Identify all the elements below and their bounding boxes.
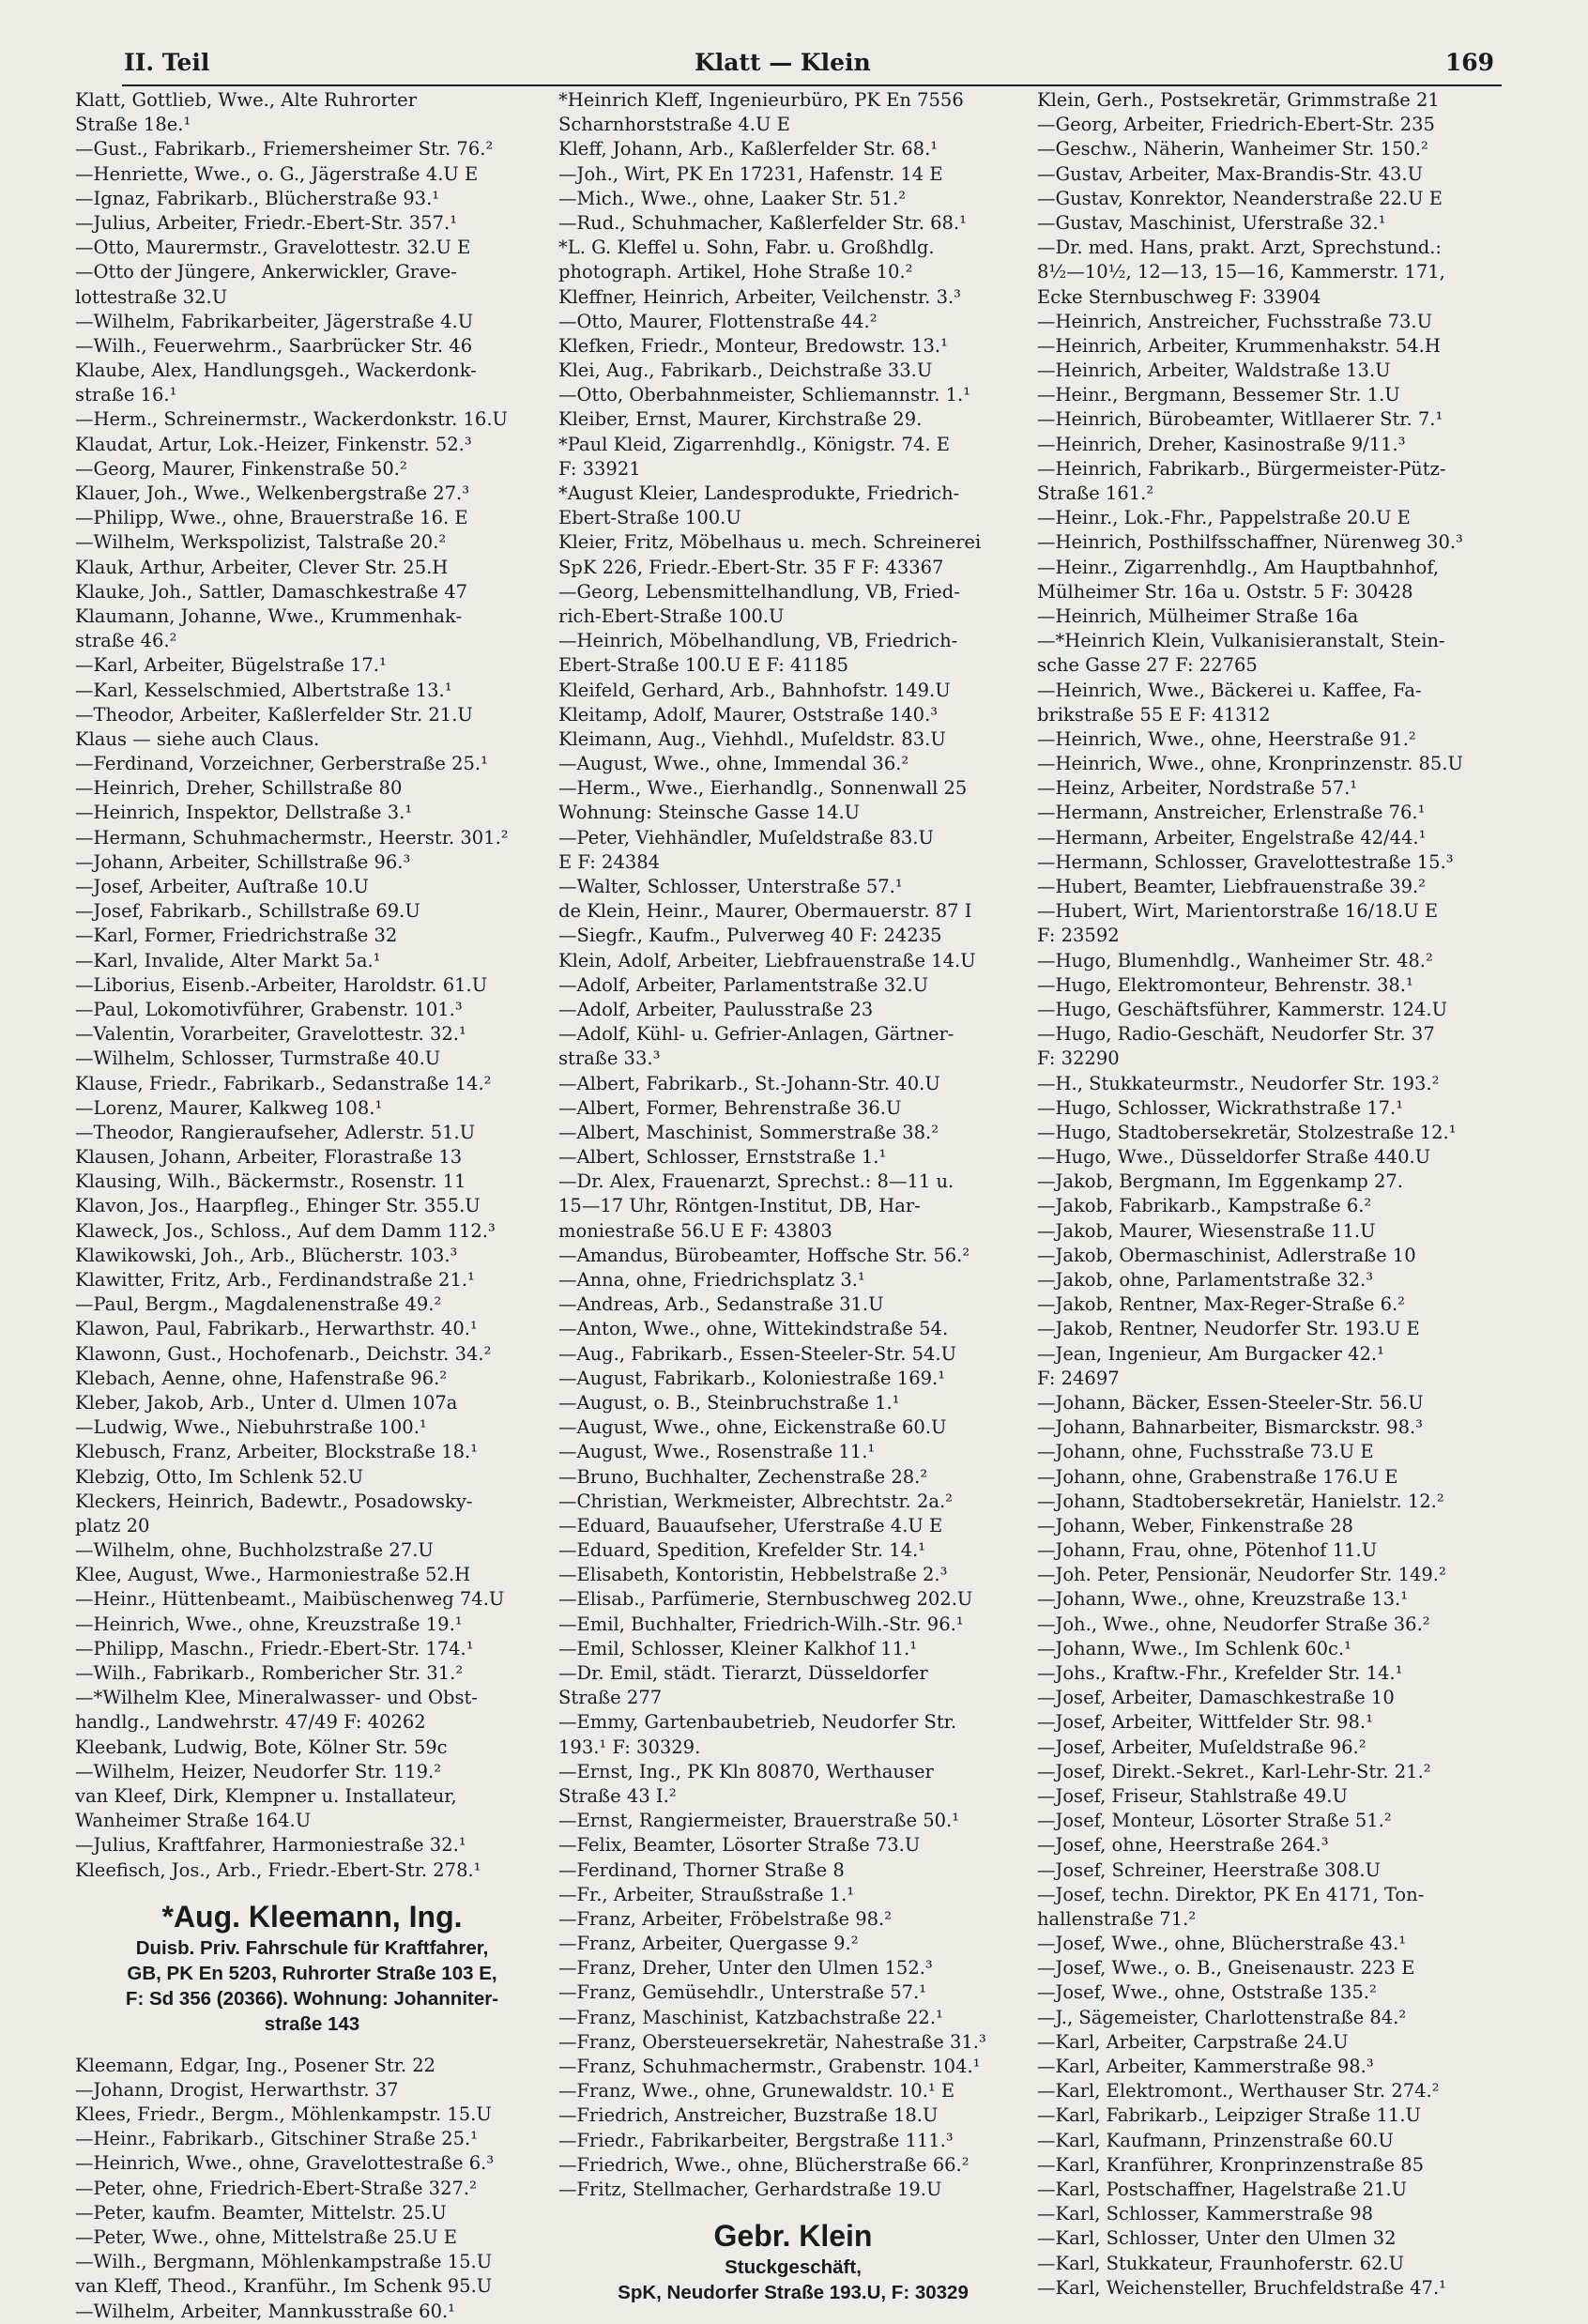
- ad-line: Stuckgeschäft,: [725, 2256, 862, 2279]
- directory-entry-line: —Heinrich, Mülheimer Straße 16a: [1037, 604, 1359, 627]
- directory-entry-line: —Aug., Fabrikarb., Essen-Steeler-Str. 54.U: [558, 1342, 957, 1365]
- directory-entry-line: —Wilh., Bergmann, Möhlenkampstraße 15.U: [75, 2251, 493, 2273]
- directory-entry-line: —Johann, Bahnarbeiter, Bismarckstr. 98.³: [1037, 1416, 1423, 1439]
- directory-entry-line: photograph. Artikel, Hohe Straße 10.²: [558, 261, 913, 283]
- directory-entry-line: —Gustav, Arbeiter, Max-Brandis-Str. 43.U: [1037, 162, 1424, 185]
- directory-entry-line: Klauk, Arthur, Arbeiter, Clever Str. 25.H: [75, 556, 449, 578]
- directory-entry-line: —Adolf, Arbeiter, Parlamentstraße 32.U: [558, 973, 929, 996]
- directory-entry-line: —Paul, Lokomotivführer, Grabenstr. 101.³: [75, 998, 463, 1020]
- directory-entry-line: —Heinr., Zigarrenhdlg., Am Hauptbahnhof,: [1037, 556, 1440, 578]
- directory-entry-line: —Johann, Wwe., Im Schlenk 60c.¹: [1037, 1637, 1351, 1659]
- directory-entry-line: —Johann, Wwe., ohne, Kreuzstraße 13.¹: [1037, 1588, 1409, 1611]
- directory-entry-line: —Walter, Schlosser, Unterstraße 57.¹: [558, 876, 903, 897]
- directory-entry-line: —Johann, Arbeiter, Schillstraße 96.³: [75, 850, 411, 873]
- directory-entry-line: —Johann, Frau, ohne, Pötenhof 11.U: [1037, 1539, 1378, 1562]
- directory-entry-line: F: 32290: [1037, 1047, 1120, 1070]
- directory-entry-line: —Heinrich, Anstreicher, Fuchsstraße 73.U: [1037, 310, 1433, 332]
- directory-entry-line: —Heinrich, Arbeiter, Waldstraße 13.U: [1037, 359, 1391, 382]
- directory-entry-line: —August, o. B., Steinbruchstraße 1.¹: [558, 1391, 900, 1414]
- directory-entry-line: —Hugo, Stadtobersekretär, Stolzestraße 12.¹: [1037, 1121, 1457, 1143]
- ad-line: F: Sd 356 (20366). Wohnung: Johanniter-: [125, 1987, 499, 2010]
- directory-entry-line: —Heinrich, Wwe., ohne, Kreuzstraße 19.¹: [75, 1613, 463, 1635]
- ad-title: *Aug. Kleemann, Ing.: [161, 1899, 463, 1934]
- directory-entry-line: —Heinrich, Arbeiter, Krummenhakstr. 54.H: [1037, 334, 1441, 357]
- directory-entry-line: —Jakob, Fabrikarb., Kampstraße 6.²: [1037, 1195, 1372, 1217]
- directory-entry-line: —Hermann, Schuhmachermstr., Heerstr. 301.²: [75, 826, 509, 849]
- directory-entry-line: —Dr. Emil, städt. Tierarzt, Düsseldorfer: [558, 1662, 928, 1684]
- directory-entry-line: Klauke, Joh., Sattler, Damaschkestraße 47: [75, 580, 468, 603]
- directory-entry-line: —Peter, ohne, Friedrich-Ebert-Straße 327.²: [75, 2177, 477, 2199]
- directory-entry-line: —Hermann, Arbeiter, Engelstraße 42/44.¹: [1037, 826, 1427, 849]
- directory-entry-line: —Anna, ohne, Friedrichsplatz 3.¹: [558, 1269, 865, 1291]
- directory-entry-line: —Johann, ohne, Fuchsstraße 73.U E: [1037, 1441, 1374, 1463]
- directory-entry-line: Kleebank, Ludwig, Bote, Kölner Str. 59c: [75, 1735, 448, 1758]
- directory-entry-line: Klawon, Paul, Fabrikarb., Herwarthstr. 40.¹: [75, 1318, 478, 1340]
- directory-entry-line: Klees, Friedr., Bergm., Möhlenkampstr. 15.U: [75, 2103, 492, 2126]
- directory-entry-line: —Heinrich, Möbelhandlung, VB, Friedrich-: [558, 630, 958, 652]
- directory-entry-line: brikstraße 55 E F: 41312: [1037, 703, 1271, 726]
- directory-entry-line: —Hugo, Schlosser, Wickrathstraße 17.¹: [1037, 1096, 1404, 1119]
- directory-entry-line: —Mich., Wwe., ohne, Laaker Str. 51.²: [558, 187, 907, 209]
- directory-entry-line: —Wilh., Feuerwehrm., Saarbrücker Str. 46: [75, 334, 473, 357]
- section-label: II. Teil: [124, 49, 210, 76]
- directory-entry-line: —*Wilhelm Klee, Mineralwasser- und Obst-: [75, 1687, 478, 1709]
- directory-entry-line: Wohnung: Steinsche Gasse 14.U: [558, 802, 861, 824]
- directory-entry-line: —Peter, Viehhändler, Muſeldstraße 83.U: [558, 826, 934, 849]
- directory-entry-line: —Gustav, Konrektor, Neanderstraße 22.U E: [1037, 187, 1443, 209]
- directory-entry-line: —Josef, Fabrikarb., Schillstraße 69.U: [75, 900, 420, 923]
- directory-entry-line: handlg., Landwehrstr. 47/49 F: 40262: [75, 1711, 426, 1734]
- directory-entry-line: —Joh., Wwe., ohne, Neudorfer Straße 36.²: [1037, 1613, 1430, 1635]
- directory-entry-line: van Kleff, Theod., Kranführ., Im Schenk 95.U: [75, 2275, 493, 2298]
- advertisement-gebr-klein: [558, 2217, 1028, 2305]
- column-1-entries: [75, 88, 549, 1883]
- directory-entry-line: hallenstraße 71.²: [1037, 1907, 1197, 1930]
- directory-entry-line: —Gust., Fabrikarb., Friemersheimer Str. 76.²: [75, 138, 494, 161]
- directory-entry-line: Kleimann, Aug., Viehhdl., Muſeldstr. 83.U: [558, 727, 946, 750]
- directory-entry-line: —Wilhelm, ohne, Buchholzstraße 27.U: [75, 1539, 434, 1562]
- directory-entry-line: —Albert, Fabrikarb., St.-Johann-Str. 40.U: [558, 1072, 940, 1094]
- directory-entry-line: —Wilhelm, Arbeiter, Mannkusstraße 60.¹: [75, 2300, 455, 2322]
- directory-entry-line: —Otto der Jüngere, Ankerwickler, Grave-: [75, 261, 457, 283]
- directory-entry-line: —Ferdinand, Thorner Straße 8: [558, 1858, 845, 1881]
- directory-entry-line: —August, Wwe., ohne, Immendal 36.²: [558, 753, 909, 775]
- directory-entry-line: —Wilhelm, Fabrikarbeiter, Jägerstraße 4.U: [75, 310, 474, 332]
- directory-entry-line: —Andreas, Arb., Sedanstraße 31.U: [558, 1293, 884, 1316]
- directory-entry-line: —Josef, Friseur, Stahlstraße 49.U: [1037, 1784, 1348, 1807]
- directory-entry-line: Kleber, Jakob, Arb., Unter d. Ulmen 107a: [75, 1391, 458, 1414]
- directory-entry-line: Klawonn, Gust., Hochofenarb., Deichstr. 34.²: [75, 1342, 492, 1365]
- directory-entry-line: Klebzig, Otto, Im Schlenk 52.U: [75, 1465, 364, 1488]
- directory-entry-line: —Ferdinand, Vorzeichner, Gerberstraße 25.¹: [75, 753, 488, 775]
- directory-entry-line: —Otto, Oberbahnmeister, Schliemannstr. 1.¹: [558, 384, 971, 406]
- directory-entry-line: —Jakob, Rentner, Neudorfer Str. 193.U E: [1037, 1318, 1420, 1340]
- directory-entry-line: —Franz, Gemüsehdlr., Unterstraße 57.¹: [558, 1981, 927, 2004]
- directory-entry-line: —Karl, Invalide, Alter Markt 5a.¹: [75, 949, 381, 971]
- directory-entry-line: —Lorenz, Maurer, Kalkweg 108.¹: [75, 1096, 383, 1119]
- directory-entry-line: —Julius, Kraftfahrer, Harmoniestraße 32.¹: [75, 1834, 466, 1857]
- directory-entry-line: —Josef, Monteur, Lösorter Straße 51.²: [1037, 1810, 1392, 1832]
- directory-entry-line: —Dr. med. Hans, prakt. Arzt, Sprechstund.:: [1037, 237, 1442, 259]
- directory-entry-line: —Karl, Arbeiter, Carpstraße 24.U: [1037, 2030, 1349, 2053]
- directory-entry-line: —Franz, Obersteuersekretär, Nahestraße 31.³: [558, 2030, 986, 2053]
- directory-entry-line: —Philipp, Maschn., Friedr.-Ebert-Str. 174.¹: [75, 1637, 474, 1659]
- directory-entry-line: —Hermann, Schlosser, Gravelottestraße 15.³: [1037, 850, 1454, 873]
- directory-entry-line: —Eduard, Bauaufseher, Uferstraße 4.U E: [558, 1514, 943, 1537]
- directory-entry-line: Kleemann, Edgar, Ing., Posener Str. 22: [75, 2054, 436, 2076]
- directory-entry-line: —Emmy, Gartenbaubetrieb, Neudorfer Str.: [558, 1711, 957, 1734]
- directory-entry-line: —Georg, Arbeiter, Friedrich-Ebert-Str. 235: [1037, 114, 1435, 136]
- directory-entry-line: Straße 161.²: [1037, 482, 1154, 504]
- directory-entry-line: —Heinrich, Inspektor, Dellstraße 3.¹: [75, 802, 413, 824]
- directory-entry-line: —Franz, Arbeiter, Fröbelstraße 98.²: [558, 1907, 893, 1930]
- directory-entry-line: Klaumann, Johanne, Wwe., Krummenhak-: [75, 604, 463, 627]
- directory-entry-line: —Rud., Schuhmacher, Kaßlerfelder Str. 68.¹: [558, 211, 967, 234]
- directory-entry-line: 15—17 Uhr, Röntgen-Institut, DB, Har-: [558, 1195, 921, 1217]
- directory-entry-line: —Valentin, Vorarbeiter, Gravelottestr. 32.¹: [75, 1023, 466, 1046]
- directory-entry-line: Klauer, Joh., Wwe., Welkenbergstraße 27.³: [75, 482, 470, 504]
- directory-entry-line: —Heinrich, Dreher, Schillstraße 80: [75, 777, 403, 800]
- directory-entry-line: —Karl, Kranführer, Kronprinzenstraße 85: [1037, 2153, 1425, 2176]
- directory-entry-line: —Karl, Elektromont., Werthauser Str. 274.²: [1037, 2080, 1440, 2102]
- directory-entry-line: Klaweck, Jos., Schloss., Auf dem Damm 112.³: [75, 1219, 496, 1242]
- directory-entry-line: Klausing, Wilh., Bäckermstr., Rosenstr. 11: [75, 1170, 466, 1193]
- directory-entry-line: F: 24697: [1037, 1367, 1120, 1389]
- directory-entry-line: —Heinr., Hüttenbeamt., Maibüschenweg 74.U: [75, 1588, 505, 1611]
- directory-entry-line: Klatt, Gottlieb, Wwe., Alte Ruhrorter: [75, 89, 418, 111]
- directory-entry-line: —Peter, Wwe., ohne, Mittelstraße 25.U E: [75, 2226, 457, 2248]
- directory-entry-line: —Emil, Schlosser, Kleiner Kalkhof 11.¹: [558, 1637, 918, 1659]
- ad-title: Gebr. Klein: [713, 2219, 873, 2254]
- directory-entry-line: —Jakob, Bergmann, Im Eggenkamp 27.: [1037, 1170, 1403, 1193]
- directory-entry-line: —Hugo, Elektromonteur, Behrenstr. 38.¹: [1037, 973, 1413, 996]
- page-header: [122, 47, 1502, 86]
- directory-entry-line: —Josef, Arbeiter, Wittfelder Str. 98.¹: [1037, 1711, 1373, 1734]
- directory-entry-line: Kleiber, Ernst, Maurer, Kirchstraße 29.: [558, 408, 923, 431]
- directory-entry-line: Scharnhorststraße 4.U E: [558, 114, 790, 136]
- directory-entry-line: SpK 226, Friedr.-Ebert-Str. 35 F F: 43367: [558, 556, 944, 578]
- directory-entry-line: —Paul, Bergm., Magdalenenstraße 49.²: [75, 1293, 442, 1316]
- directory-entry-line: Ecke Sternbuschweg F: 33904: [1037, 285, 1321, 308]
- directory-entry-line: —Johann, ohne, Grabenstraße 176.U E: [1037, 1465, 1398, 1488]
- directory-entry-line: —Josef, Arbeiter, Damaschkestraße 10: [1037, 1687, 1395, 1709]
- directory-entry-line: Straße 43 I.²: [558, 1784, 677, 1807]
- directory-entry-line: Klefken, Friedr., Monteur, Bredowstr. 13.¹: [558, 334, 948, 357]
- directory-entry-line: —Johann, Weber, Finkenstraße 28: [1037, 1514, 1353, 1537]
- directory-entry-line: —Henriette, Wwe., o. G., Jägerstraße 4.U E: [75, 162, 479, 185]
- directory-entry-line: —Franz, Maschinist, Katzbachstraße 22.¹: [558, 2006, 943, 2028]
- directory-entry-line: straße 16.¹: [75, 384, 177, 406]
- directory-entry-line: *L. G. Kleffel u. Sohn, Fabr. u. Großhdlg.: [558, 237, 935, 259]
- directory-entry-line: —Siegfr., Kaufm., Pulverweg 40 F: 24235: [558, 925, 942, 947]
- directory-entry-line: Klei, Aug., Fabrikarb., Deichstraße 33.U: [558, 359, 933, 382]
- directory-entry-line: Klee, August, Wwe., Harmoniestraße 52.H: [75, 1564, 471, 1586]
- directory-entry-line: Klausen, Johann, Arbeiter, Florastraße 13: [75, 1146, 463, 1169]
- directory-entry-line: —Ernst, Ing., PK Kln 80870, Werthauser: [558, 1760, 934, 1782]
- ad-line: SpK, Neudorfer Straße 193.U, F: 30329: [618, 2282, 969, 2304]
- directory-entry-line: straße 46.²: [75, 630, 177, 652]
- advertisement-kleemann: [75, 1898, 549, 2037]
- directory-entry-line: lottestraße 32.U: [75, 285, 228, 308]
- directory-entry-line: —H., Stukkateurmstr., Neudorfer Str. 193.²: [1037, 1072, 1440, 1094]
- directory-entry-line: —Karl, Postschaffner, Hagelstraße 21.U: [1037, 2178, 1408, 2200]
- directory-entry-line: —Josef, Schreiner, Heerstraße 308.U: [1037, 1858, 1381, 1881]
- directory-entry-line: —Friedr., Fabrikarbeiter, Bergstraße 111.³: [558, 2129, 954, 2151]
- directory-entry-line: —Franz, Arbeiter, Quergasse 9.²: [558, 1933, 859, 1955]
- directory-entry-line: Klein, Adolf, Arbeiter, Liebfrauenstraße 14.U: [558, 949, 976, 971]
- directory-entry-line: Kleckers, Heinrich, Badewtr., Posadowsky-: [75, 1490, 473, 1512]
- directory-entry-line: —Wilhelm, Schlosser, Turmstraße 40.U: [75, 1047, 441, 1070]
- directory-entry-line: —Johann, Stadtobersekretär, Hanielstr. 12.²: [1037, 1490, 1444, 1512]
- directory-entry-line: Straße 18e.¹: [75, 114, 191, 136]
- directory-entry-line: —Wilhelm, Werkspolizist, Talstraße 20.²: [75, 531, 447, 554]
- column-1-entries-continued: [75, 2054, 549, 2324]
- directory-entry-line: —Friedrich, Wwe., ohne, Blücherstraße 66.²: [558, 2153, 970, 2176]
- directory-entry-line: —Herm., Schreinermstr., Wackerdonkstr. 16.U: [75, 408, 508, 431]
- directory-entry-line: —Elisabeth, Kontoristin, Hebbelstraße 2.³: [558, 1564, 948, 1586]
- directory-entry-line: —J., Sägemeister, Charlottenstraße 84.²: [1037, 2006, 1407, 2028]
- ad-line: straße 143: [264, 2012, 360, 2035]
- directory-entry-line: moniestraße 56.U E F: 43803: [558, 1219, 832, 1242]
- directory-entry-line: Klaudat, Artur, Lok.-Heizer, Finkenstr. 52.³: [75, 433, 472, 455]
- directory-entry-line: —August, Wwe., ohne, Eickenstraße 60.U: [558, 1416, 947, 1439]
- directory-entry-line: van Kleef, Dirk, Klempner u. Installateur,: [75, 1784, 457, 1807]
- directory-entry-line: —Dr. Alex, Frauenarzt, Sprechst.: 8—11 u.: [558, 1170, 954, 1193]
- directory-entry-line: de Klein, Heinr., Maurer, Obermauerstr. 87 I: [558, 900, 972, 923]
- ad-line: GB, PK En 5203, Ruhrorter Straße 103 E,: [127, 1962, 497, 1984]
- directory-entry-line: —Ernst, Rangiermeister, Brauerstraße 50.¹: [558, 1810, 960, 1832]
- directory-entry-line: rich-Ebert-Straße 100.U: [558, 604, 785, 627]
- directory-entry-line: —Otto, Maurermstr., Gravelottestr. 32.U E: [75, 237, 471, 259]
- directory-entry-line: —Karl, Schlosser, Kammerstraße 98: [1037, 2203, 1373, 2225]
- directory-entry-line: —Georg, Maurer, Finkenstraße 50.²: [75, 457, 407, 480]
- directory-entry-line: —Johann, Drogist, Herwarthstr. 37: [75, 2078, 399, 2101]
- directory-entry-line: —Heinr., Bergmann, Bessemer Str. 1.U: [1037, 384, 1400, 406]
- directory-entry-line: —Karl, Former, Friedrichstraße 32: [75, 925, 398, 947]
- directory-entry-line: Klein, Gerh., Postsekretär, Grimmstraße 21: [1037, 89, 1440, 111]
- directory-entry-line: Klebach, Aenne, ohne, Hafenstraße 96.²: [75, 1367, 448, 1389]
- directory-entry-line: —Heinrich, Wwe., ohne, Kronprinzenstr. 85.U: [1037, 753, 1463, 775]
- running-title: Klatt — Klein: [695, 49, 871, 76]
- directory-entry-line: —Karl, Arbeiter, Bügelstraße 17.¹: [75, 654, 387, 677]
- directory-entry-line: —Heinrich, Fabrikarb., Bürgermeister-Pütz-: [1037, 457, 1446, 480]
- directory-entry-line: —Heinrich, Bürobeamter, Witllaerer Str. 7.¹: [1037, 408, 1443, 431]
- directory-entry-line: Kleffner, Heinrich, Arbeiter, Veilchenstr. 3.³: [558, 285, 961, 308]
- directory-entry-line: —Friedrich, Anstreicher, Buzstraße 18.U: [558, 2104, 939, 2127]
- directory-entry-line: —Anton, Wwe., ohne, Wittekindstraße 54.: [558, 1318, 949, 1340]
- directory-entry-line: Kleier, Fritz, Möbelhaus u. mech. Schreinerei: [558, 531, 982, 554]
- directory-entry-line: —Karl, Kaufmann, Prinzenstraße 60.U: [1037, 2129, 1394, 2151]
- directory-entry-line: —Wilhelm, Heizer, Neudorfer Str. 119.²: [75, 1760, 442, 1782]
- directory-entry-line: —Hermann, Anstreicher, Erlenstraße 76.¹: [1037, 802, 1426, 824]
- directory-entry-line: —Johs., Kraftw.-Fhr., Krefelder Str. 14.¹: [1037, 1662, 1403, 1684]
- directory-entry-line: —Joh. Peter, Pensionär, Neudorfer Str. 149.²: [1037, 1564, 1446, 1586]
- directory-entry-line: —Josef, ohne, Heerstraße 264.³: [1037, 1834, 1329, 1857]
- directory-entry-line: *August Kleier, Landesprodukte, Friedrich-: [558, 482, 960, 504]
- directory-entry-line: Mülheimer Str. 16a u. Oststr. 5 F: 30428: [1037, 580, 1413, 603]
- directory-entry-line: —*Heinrich Klein, Vulkanisieranstalt, Stein-: [1037, 630, 1445, 652]
- page-number: 169: [1444, 49, 1494, 76]
- directory-entry-line: —Johann, Bäcker, Essen-Steeler-Str. 56.U: [1037, 1391, 1424, 1414]
- directory-entry-line: —Josef, Wwe., ohne, Oststraße 135.²: [1037, 1981, 1377, 2004]
- directory-entry-line: —Adolf, Kühl- u. Gefrier-Anlagen, Gärtner-: [558, 1023, 954, 1046]
- directory-entry-line: —Theodor, Rangieraufseher, Adlerstr. 51.U: [75, 1121, 476, 1143]
- directory-entry-line: —Heinrich, Wwe., ohne, Gravelottestraße 6.³: [75, 2152, 495, 2175]
- directory-entry-line: —Heinrich, Posthilfsschaffner, Nürenweg 30.³: [1037, 531, 1463, 554]
- directory-entry-line: —Philipp, Wwe., ohne, Brauerstraße 16. E: [75, 507, 468, 529]
- column-3-entries: [1037, 88, 1506, 2301]
- directory-entry-line: —Elisab., Parfümerie, Sternbuschweg 202.U: [558, 1588, 973, 1611]
- directory-entry-line: —Heinrich, Dreher, Kasinostraße 9/11.³: [1037, 433, 1406, 455]
- directory-entry-line: —Albert, Schlosser, Ernststraße 1.¹: [558, 1146, 887, 1169]
- directory-entry-line: —Otto, Maurer, Flottenstraße 44.²: [558, 310, 878, 332]
- directory-entry-line: straße 33.³: [558, 1047, 661, 1070]
- directory-entry-line: —Geschw., Näherin, Wanheimer Str. 150.²: [1037, 138, 1428, 161]
- directory-entry-line: *Heinrich Kleff, Ingenieurbüro, PK En 7556: [558, 89, 964, 111]
- directory-entry-line: —Liborius, Eisenb.-Arbeiter, Haroldstr. 61.U: [75, 973, 488, 996]
- directory-entry-line: —Josef, Direkt.-Sekret., Karl-Lehr-Str. 21.²: [1037, 1760, 1431, 1782]
- directory-entry-line: —August, Fabrikarb., Koloniestraße 169.¹: [558, 1367, 946, 1389]
- directory-entry-line: Klawitter, Fritz, Arb., Ferdinandstraße 21.¹: [75, 1269, 475, 1291]
- directory-entry-line: —Eduard, Spedition, Krefelder Str. 14.¹: [558, 1539, 926, 1562]
- directory-entry-line: Klaube, Alex, Handlungsgeh., Wackerdonk-: [75, 359, 477, 382]
- directory-entry-line: —August, Wwe., Rosenstraße 11.¹: [558, 1441, 876, 1463]
- directory-entry-line: —Wilh., Fabrikarb., Rombericher Str. 31.²: [75, 1662, 464, 1684]
- directory-entry-line: Kleefisch, Jos., Arb., Friedr.-Ebert-Str. 278.¹: [75, 1858, 481, 1881]
- directory-entry-line: Klavon, Jos., Haarpfleg., Ehinger Str. 355.U: [75, 1195, 481, 1217]
- directory-entry-line: —Heinr., Lok.-Fhr., Pappelstraße 20.U E: [1037, 507, 1411, 529]
- directory-entry-line: —Karl, Schlosser, Unter den Ulmen 32: [1037, 2227, 1397, 2250]
- directory-entry-line: —Jakob, Maurer, Wiesenstraße 11.U: [1037, 1219, 1376, 1242]
- directory-entry-line: —Joh., Wirt, PK En 17231, Hafenstr. 14 E: [558, 162, 943, 185]
- directory-entry-line: Klebusch, Franz, Arbeiter, Blockstraße 18.¹: [75, 1441, 479, 1463]
- directory-entry-line: —Heinrich, Wwe., Bäckerei u. Kaffee, Fa-: [1037, 679, 1422, 701]
- directory-entry-line: —Hubert, Beamter, Liebfrauenstraße 39.²: [1037, 876, 1426, 897]
- directory-entry-line: —Karl, Stukkateur, Fraunhoferstr. 62.U: [1037, 2252, 1405, 2274]
- directory-entry-line: —Jakob, ohne, Parlamentstraße 32.³: [1037, 1269, 1374, 1291]
- directory-entry-line: Wanheimer Straße 164.U: [75, 1810, 312, 1832]
- directory-entry-line: —Karl, Fabrikarb., Leipziger Straße 11.U: [1037, 2104, 1421, 2127]
- directory-entry-line: —Hubert, Wirt, Marientorstraße 16/18.U E: [1037, 900, 1439, 923]
- directory-entry-line: *Paul Kleid, Zigarrenhdlg., Königstr. 74. E: [558, 433, 950, 455]
- directory-entry-line: —Ludwig, Wwe., Niebuhrstraße 100.¹: [75, 1416, 427, 1439]
- ad-line: Duisb. Priv. Fahrschule für Kraftfahrer,: [135, 1936, 489, 1959]
- column-2: [558, 88, 1028, 2322]
- directory-entry-line: —Karl, Arbeiter, Kammerstraße 98.³: [1037, 2056, 1374, 2077]
- directory-entry-line: —Christian, Werkmeister, Albrechtstr. 2a.²: [558, 1490, 954, 1512]
- directory-entry-line: platz 20: [75, 1514, 150, 1537]
- directory-entry-line: —Fr., Arbeiter, Straußstraße 1.¹: [558, 1883, 855, 1905]
- directory-entry-line: F: 33921: [558, 457, 641, 480]
- column-1: [75, 88, 549, 2324]
- directory-entry-line: Kleifeld, Gerhard, Arb., Bahnhofstr. 149.U: [558, 679, 951, 701]
- directory-entry-line: Kleitamp, Adolf, Maurer, Oststraße 140.³: [558, 703, 939, 726]
- directory-entry-line: —Gustav, Maschinist, Uferstraße 32.¹: [1037, 211, 1386, 234]
- directory-entry-line: —Bruno, Buchhalter, Zechenstraße 28.²: [558, 1465, 928, 1488]
- directory-entry-line: —Hugo, Wwe., Düsseldorfer Straße 440.U: [1037, 1146, 1431, 1169]
- directory-entry-line: —Herm., Wwe., Eierhandlg., Sonnenwall 25: [558, 777, 968, 800]
- directory-entry-line: —Hugo, Blumenhdlg., Wanheimer Str. 48.²: [1037, 949, 1433, 971]
- directory-entry-line: Ebert-Straße 100.U E F: 41185: [558, 654, 849, 677]
- directory-entry-line: —Felix, Beamter, Lösorter Straße 73.U: [558, 1834, 921, 1857]
- directory-entry-line: —Jakob, Obermaschinist, Adlerstraße 10: [1037, 1244, 1416, 1266]
- directory-entry-line: —Franz, Dreher, Unter den Ulmen 152.³: [558, 1957, 933, 1980]
- directory-entry-line: —Peter, kaufm. Beamter, Mittelstr. 25.U: [75, 2201, 447, 2224]
- directory-entry-line: —Amandus, Bürobeamter, Hoffsche Str. 56.²: [558, 1244, 970, 1266]
- directory-entry-line: —Karl, Kesselschmied, Albertstraße 13.¹: [75, 679, 452, 701]
- directory-entry-line: —Emil, Buchhalter, Friedrich-Wilh.-Str. 96.¹: [558, 1613, 964, 1635]
- directory-entry-line: —Theodor, Arbeiter, Kaßlerfelder Str. 21.U: [75, 703, 473, 726]
- directory-entry-line: —Josef, Wwe., o. B., Gneisenaustr. 223 E: [1037, 1957, 1415, 1980]
- directory-entry-line: —Georg, Lebensmittelhandlung, VB, Fried-: [558, 580, 960, 603]
- directory-entry-line: —Heinrich, Wwe., ohne, Heerstraße 91.²: [1037, 727, 1416, 750]
- directory-entry-line: Ebert-Straße 100.U: [558, 507, 741, 529]
- directory-entry-line: Straße 277: [558, 1687, 663, 1709]
- directory-entry-line: —Ignaz, Fabrikarb., Blücherstraße 93.¹: [75, 187, 440, 209]
- directory-entry-line: Klause, Friedr., Fabrikarb., Sedanstraße 14.²: [75, 1072, 492, 1094]
- column-2-entries: [558, 88, 1028, 2202]
- directory-entry-line: —Josef, Arbeiter, Auſtraße 10.U: [75, 876, 369, 897]
- directory-entry-line: —Julius, Arbeiter, Friedr.-Ebert-Str. 357.¹: [75, 211, 458, 234]
- directory-entry-line: Klawikowski, Joh., Arb., Blücherstr. 103.³: [75, 1244, 458, 1266]
- directory-entry-line: —Karl, Weichensteller, Bruchfeldstraße 47.¹: [1037, 2276, 1446, 2299]
- directory-entry-line: —Fritz, Stellmacher, Gerhardstraße 19.U: [558, 2178, 942, 2200]
- directory-entry-line: 193.¹ F: 30329.: [558, 1735, 701, 1758]
- directory-entry-line: E F: 24384: [558, 850, 661, 873]
- directory-entry-line: —Franz, Schuhmachermstr., Grabenstr. 104.¹: [558, 2056, 981, 2077]
- directory-entry-line: Klaus — siehe auch Claus.: [75, 727, 320, 750]
- directory-entry-line: —Hugo, Radio-Geschäft, Neudorfer Str. 37: [1037, 1023, 1435, 1046]
- directory-entry-line: 8½—10½, 12—13, 15—16, Kammerstr. 171,: [1037, 261, 1445, 283]
- directory-entry-line: —Franz, Wwe., ohne, Grunewaldstr. 10.¹ E: [558, 2080, 955, 2102]
- directory-entry-line: —Josef, Arbeiter, Muſeldstraße 96.²: [1037, 1735, 1367, 1758]
- column-3: [1037, 88, 1506, 2301]
- directory-entry-line: —Albert, Maschinist, Sommerstraße 38.²: [558, 1121, 939, 1143]
- directory-entry-line: —Heinz, Arbeiter, Nordstraße 57.¹: [1037, 777, 1358, 800]
- directory-entry-line: —Heinr., Fabrikarb., Gitschiner Straße 25.¹: [75, 2128, 479, 2150]
- directory-entry-line: F: 23592: [1037, 925, 1120, 947]
- directory-entry-line: —Josef, techn. Direktor, PK En 4171, Ton-: [1037, 1883, 1425, 1905]
- directory-entry-line: —Josef, Wwe., ohne, Blücherstraße 43.¹: [1037, 1933, 1407, 1955]
- directory-entry-line: sche Gasse 27 F: 22765: [1037, 654, 1258, 677]
- directory-entry-line: Kleff, Johann, Arb., Kaßlerfelder Str. 68.¹: [558, 138, 939, 161]
- directory-entry-line: —Jean, Ingenieur, Am Burgacker 42.¹: [1037, 1342, 1384, 1365]
- directory-entry-line: —Jakob, Rentner, Max-Reger-Straße 6.²: [1037, 1293, 1405, 1316]
- directory-entry-line: —Hugo, Geschäftsführer, Kammerstr. 124.U: [1037, 998, 1448, 1020]
- directory-entry-line: —Adolf, Arbeiter, Paulusstraße 23: [558, 998, 874, 1020]
- directory-entry-line: —Albert, Former, Behrenstraße 36.U: [558, 1096, 902, 1119]
